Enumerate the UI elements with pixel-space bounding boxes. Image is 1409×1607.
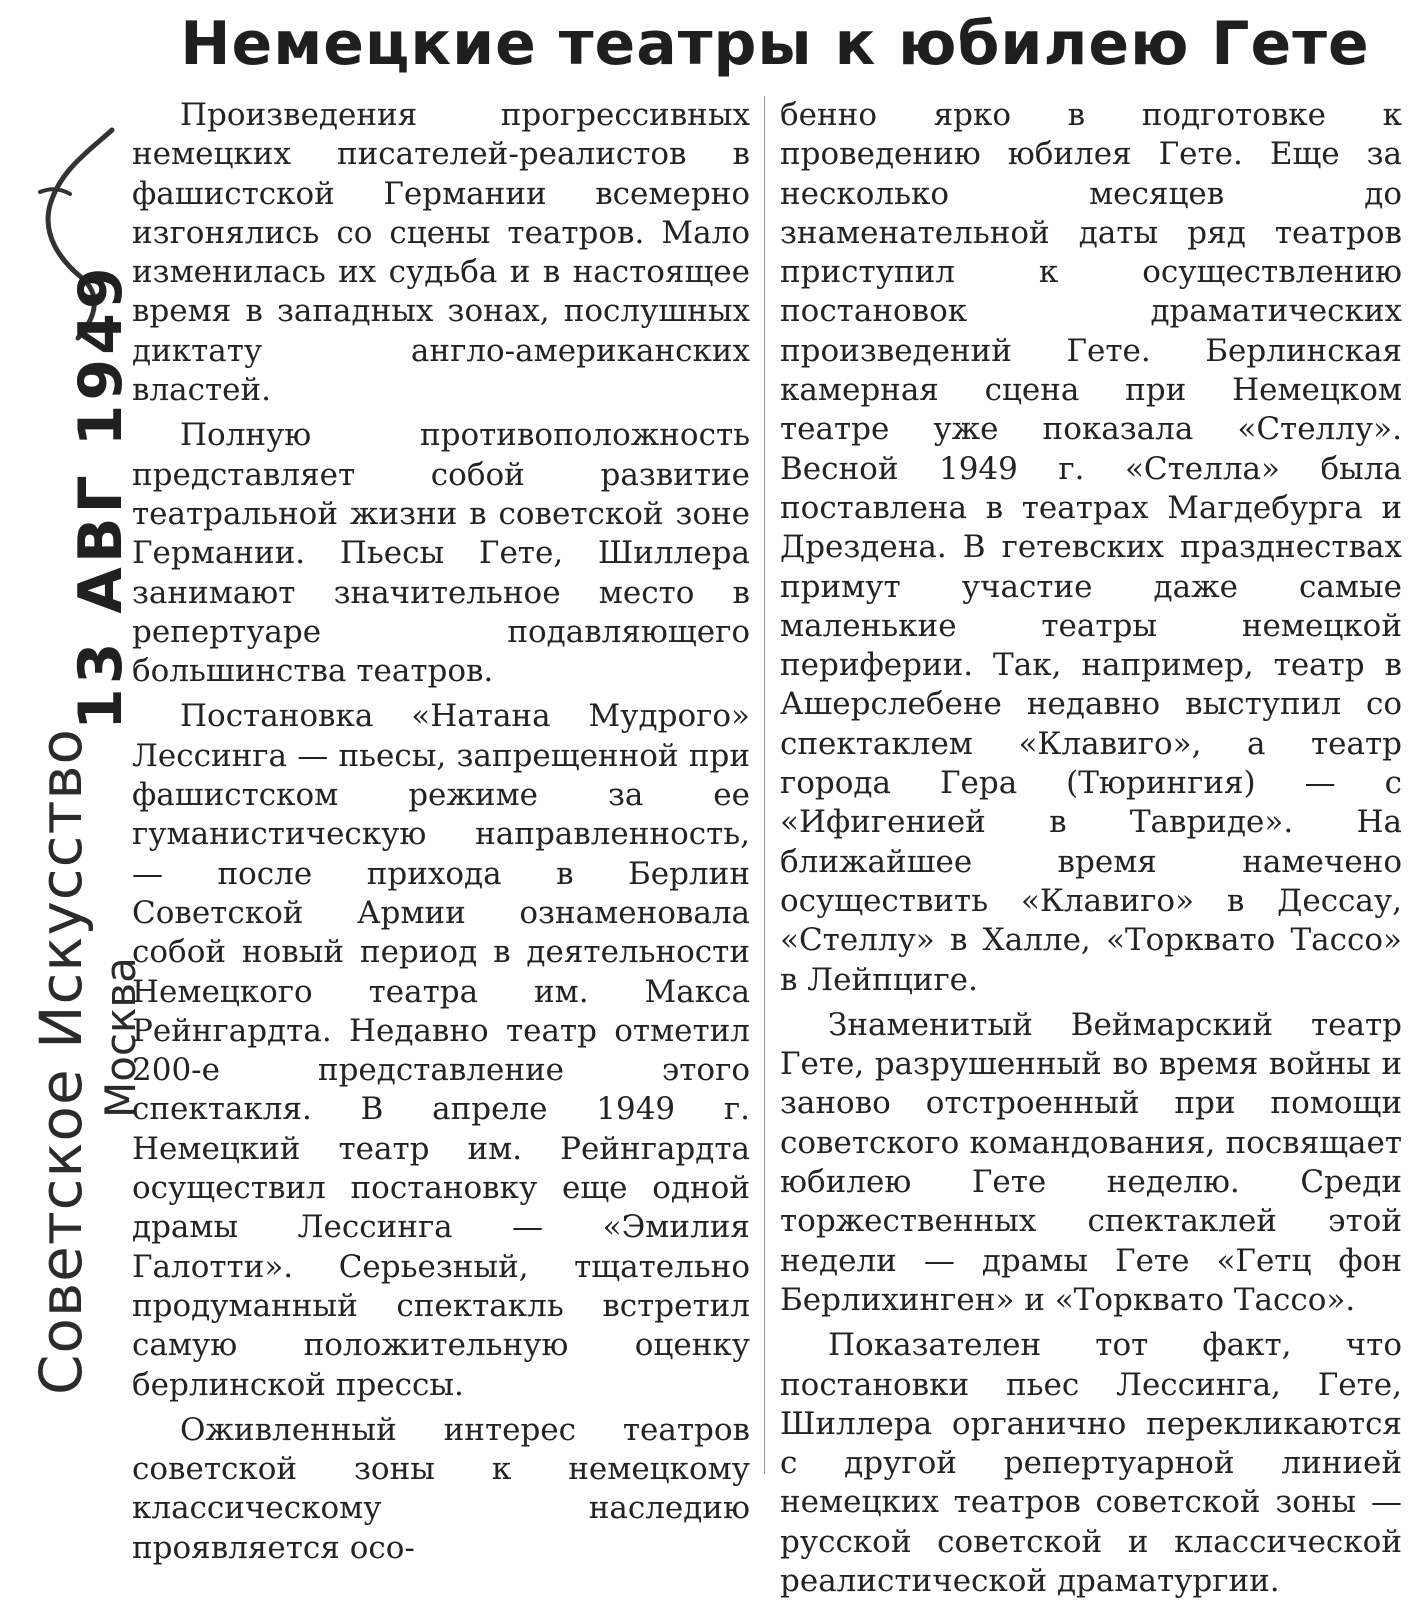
paragraph: Постановка «Натана Мудрого» Лессинга — пьесы, запрещенной при фашистском режиме за ее гуманистическую направленность, — после прихода в Берлин Советской Армии ознаменовала собой новый период в деятельности Немецкого театра им. Макса Рейнгардта. Недавно театр отметил 200-е представление этого спектакля. В апреле 1949 г. Немецкий театр им. Рейнгардта осуществил постановку еще одной драмы Лессинга — «Эмилия Галотти». Серьезный, тщательно продуманный спектакль встретил самую положительную оценку берлинской прессы.: [132, 698, 750, 1403]
column-divider: [764, 96, 765, 1474]
paragraph: Полную противоположность представляет собой развитие театральной жизни в советской зоне Германии. Пьесы Гете, Шиллера занимают значительное место в репертуаре подавляющего большинства театров.: [132, 417, 750, 690]
stamp-city: Москва: [96, 957, 145, 1118]
stamp-newspaper-name: Советское Искусство: [27, 727, 95, 1395]
paragraph: Знаменитый Веймарский театр Гете, разрушенный во время войны и заново отстроенный при помощи советского командования, посвящает юбилею Гете неделю. Среди торжественных спектаклей этой недели — драмы Гете «Гетц фон Берлихинген» и «Торквато Тассо».: [780, 1006, 1402, 1318]
archive-stamp: [0, 0, 145, 1484]
handwritten-mark-icon: [20, 110, 130, 350]
article-headline: Немецкие театры к юбилею Гете: [180, 9, 1370, 79]
paragraph: Показателен тот факт, что постановки пьес Лессинга, Гете, Шиллера органично перекликаются с другой репертуарной линией немецких театров советской зоны — русской советской и классической реалистической драматургии.: [780, 1327, 1402, 1599]
stamp-date: 13 АВГ 1949: [66, 263, 136, 730]
paragraph: Оживленный интерес театров советской зоны к немецкому классическому наследию проявляется осо-: [132, 1411, 750, 1566]
article-column-left: [132, 96, 750, 1574]
paragraph: бенно ярко в подготовке к проведению юбилея Гете. Еще за несколько месяцев до знаменательной даты ряд театров приступил к осуществлению постановок драматических произведений Гете. Берлинская камерная сцена при Немецком театре уже показала «Стеллу». Весной 1949 г. «Стелла» была поставлена в театрах Магдебурга и Дрездена. В гетевских празднествах примут участие даже самые маленькие театры немецкой периферии. Так, например, театр в Ашерслебене недавно выступил со спектаклем «Клавиго», а театр города Гера (Тюрингия) — с «Ифигенией в Тавриде». На ближайшее время намечено осуществить «Клавиго» в Дессау, «Стеллу» в Халле, «Торквато Тассо» в Лейпциге.: [780, 97, 1402, 998]
article-column-right: [780, 96, 1402, 1607]
paragraph: Произведения прогрессивных немецких писателей-реалистов в фашистской Германии всемерно изгонялись со сцены театров. Мало изменилась их судьба и в настоящее время в западных зонах, послушных диктату англо-американских властей.: [132, 97, 750, 409]
